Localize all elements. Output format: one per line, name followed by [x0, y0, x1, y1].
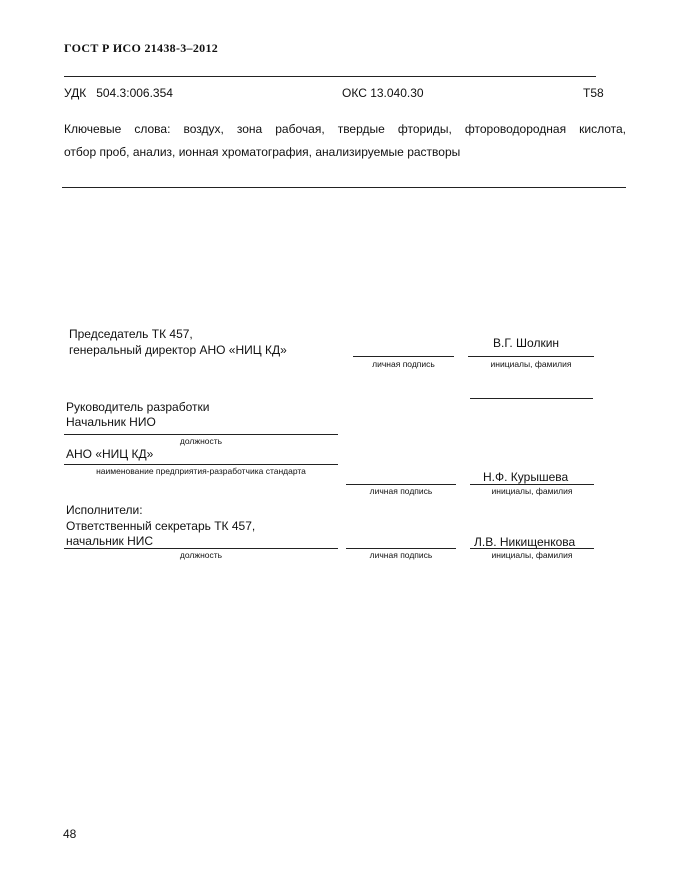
performer-position-line-1: Ответственный секретарь ТК 457, — [66, 519, 256, 533]
chair-position-line-1: Председатель ТК 457, — [69, 327, 193, 341]
lead-signature-line — [346, 484, 456, 485]
chair-name: В.Г. Шолкин — [493, 336, 560, 350]
lead-name-line — [470, 484, 594, 485]
lead-initials-caption: инициалы, фамилия — [491, 486, 573, 496]
udk-code: УДК 504.3:006.354 — [64, 86, 173, 100]
lead-position-caption: должность — [179, 436, 223, 446]
keywords-line-2: отбор проб, анализ, ионная хроматография, анализируемые растворы — [64, 145, 461, 159]
category-code: Т58 — [583, 86, 604, 100]
lead-organization: АНО «НИЦ КД» — [66, 447, 154, 461]
lead-position-line-2: Начальник НИО — [66, 415, 156, 429]
performer-signature-line — [346, 548, 456, 549]
keywords-block — [64, 118, 626, 164]
keywords-rule — [62, 187, 626, 188]
page-number: 48 — [63, 827, 77, 841]
chair-signature-line — [353, 356, 454, 357]
header-rule — [64, 76, 596, 77]
performer-position-line-2: начальник НИС — [66, 534, 154, 548]
performer-position-line — [64, 548, 338, 549]
performer-signature-caption: личная подпись — [369, 550, 433, 560]
lead-signature-caption: личная подпись — [369, 486, 433, 496]
extra-name-line — [470, 398, 593, 399]
performer-initials-caption: инициалы, фамилия — [491, 550, 573, 560]
performer-name: Л.В. Никищенкова — [474, 535, 576, 549]
standard-title: ГОСТ Р ИСО 21438-3–2012 — [64, 41, 219, 55]
lead-position-line — [64, 434, 338, 435]
enterprise-caption: наименование предприятия-разработчика стандарта — [96, 466, 306, 476]
performer-name-line — [470, 548, 594, 549]
oks-code: ОКС 13.040.30 — [342, 86, 424, 100]
performers-heading: Исполнители: — [66, 503, 143, 517]
lead-name: Н.Ф. Курышева — [483, 470, 569, 484]
chair-name-line — [468, 356, 594, 357]
lead-position-line-1: Руководитель разработки — [66, 400, 210, 414]
chair-signature-caption: личная подпись — [372, 359, 435, 369]
keywords-line-1: Ключевые слова: воздух, зона рабочая, твердые фториды, фтороводородная кислота, — [64, 122, 626, 136]
chair-initials-caption: инициалы, фамилия — [490, 359, 572, 369]
chair-position-line-2: генеральный директор АНО «НИЦ КД» — [69, 343, 287, 357]
enterprise-line — [64, 464, 338, 465]
performer-position-caption: должность — [179, 550, 223, 560]
